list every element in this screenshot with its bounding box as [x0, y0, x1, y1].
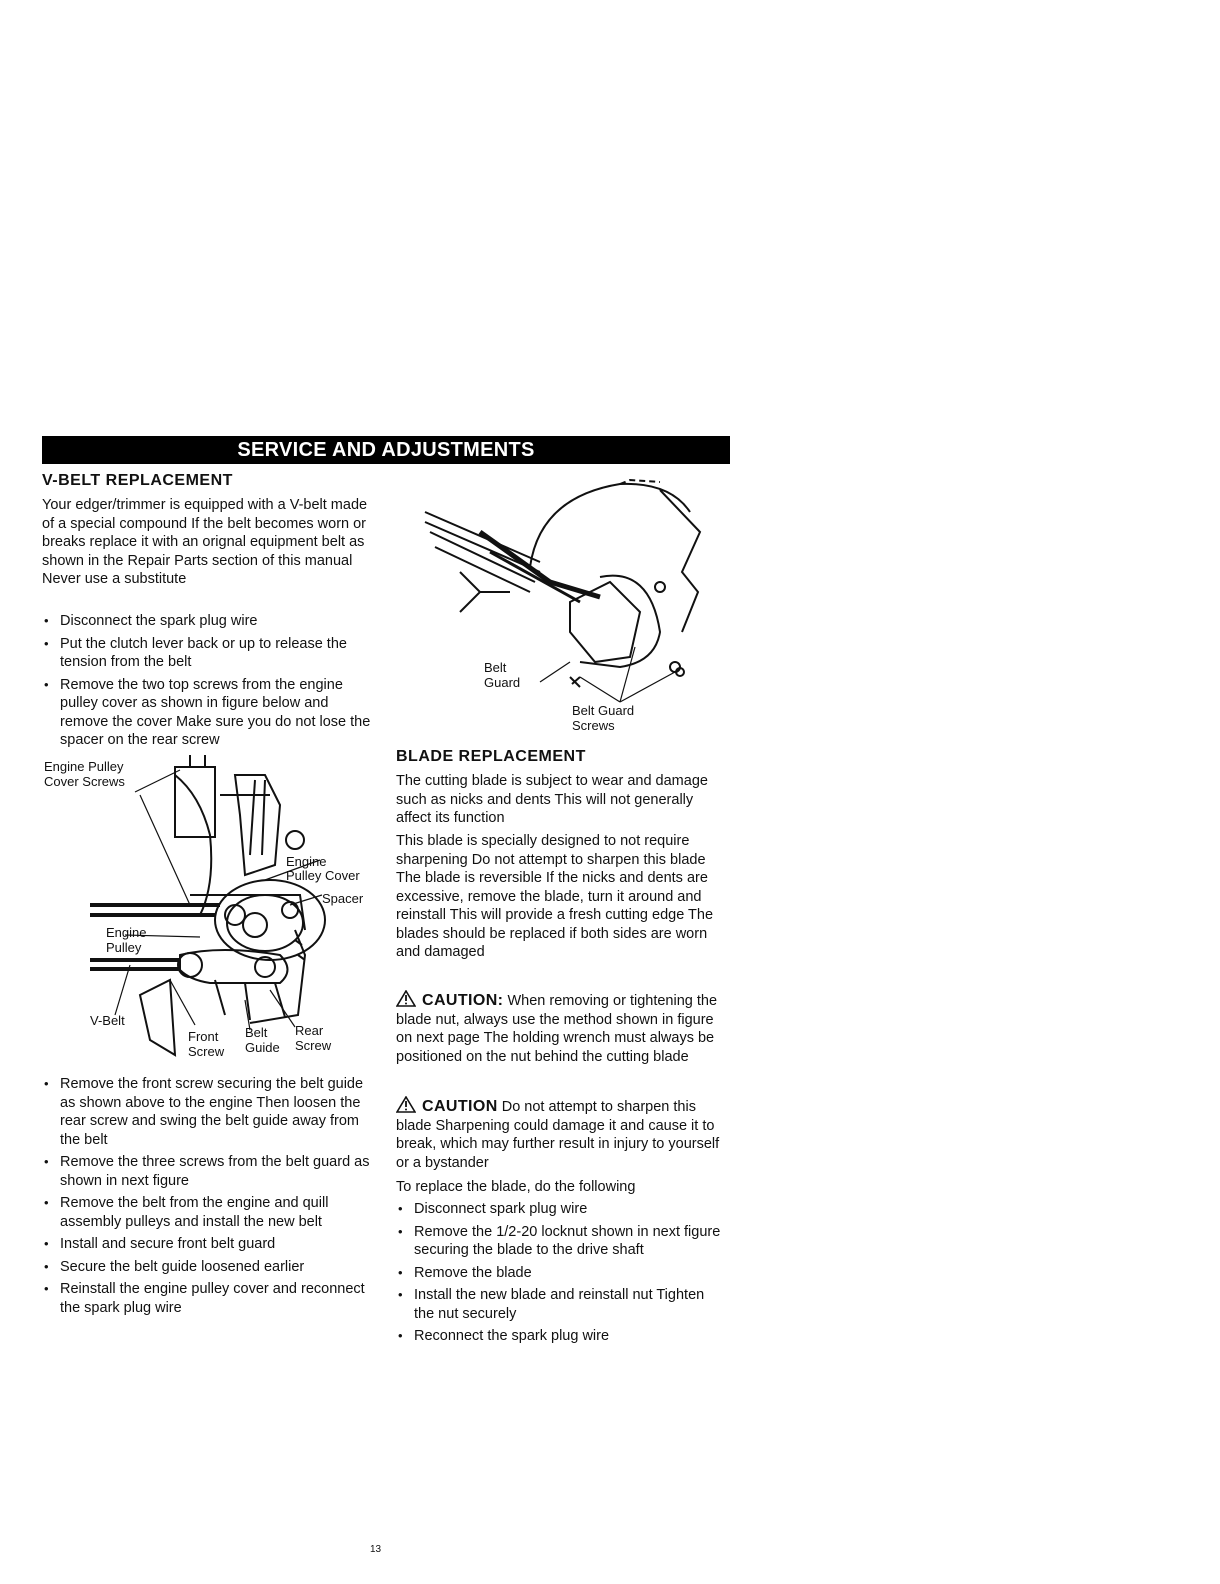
list-item: • Remove the two top screws from the engine pulley cover as shown in figure below and remove the cover Make sure you do not lose the spacer on the rear screw: [42, 676, 372, 750]
label-rear-screw-2: Screw: [295, 1038, 332, 1053]
label-front-screw-1: Front: [188, 1029, 219, 1044]
blade-steps: [396, 1200, 728, 1350]
label-guard-screws-1: Belt Guard: [572, 703, 635, 718]
blade-heading: BLADE REPLACEMENT: [396, 748, 586, 765]
list-item: • Remove the 1/2-20 locknut shown in next figure securing the blade to the drive shaft: [396, 1223, 728, 1260]
label-belt-guard-2: Guard: [484, 675, 521, 690]
caution-2-title: CAUTION: [422, 1098, 498, 1115]
page-number: 13: [370, 1544, 382, 1555]
list-item: • Remove the front screw securing the belt guide as shown above to the engine Then loosen the rear screw and swing the belt guide away from the belt: [42, 1075, 374, 1149]
caution-1-title: CAUTION:: [422, 992, 504, 1009]
warning-icon: [396, 990, 416, 1007]
warning-icon: [396, 1096, 416, 1113]
label-guard-screws-2: Screws: [572, 718, 615, 733]
caution-1: [396, 990, 728, 1066]
belt-guard-figure: [420, 472, 720, 742]
list-item: • Disconnect spark plug wire: [396, 1200, 728, 1219]
engine-pulley-drawing: [90, 755, 325, 1055]
caution-2-text: Do not attempt to sharpen this blade Sharpening could damage it and cause it to break, which may further result in injury to yourself or a bystander: [396, 1099, 720, 1171]
section-banner: SERVICE AND ADJUSTMENTS: [42, 436, 730, 464]
list-item: • Install the new blade and reinstall nut Tighten the nut securely: [396, 1286, 728, 1323]
label-engine-pulley-cover-screws-1: Engine Pulley: [44, 759, 124, 774]
list-item: • Reconnect the spark plug wire: [396, 1327, 728, 1346]
vbelt-heading: V-BELT REPLACEMENT: [42, 472, 233, 489]
label-engine-pulley-cover-screws-2: Cover Screws: [44, 774, 125, 789]
belt-guard-drawing: [425, 480, 700, 687]
list-item: • Install and secure front belt guard: [42, 1235, 374, 1254]
list-item: • Disconnect the spark plug wire: [42, 612, 372, 631]
list-item: • Reinstall the engine pulley cover and reconnect the spark plug wire: [42, 1280, 374, 1317]
label-front-screw-2: Screw: [188, 1044, 225, 1059]
engine-pulley-figure: [40, 755, 380, 1065]
label-engine-pulley-1: Engine: [106, 925, 147, 940]
blade-para-2: This blade is specially designed to not require sharpening Do not attempt to sharpen this blade The blade is reversible If the nicks and dents are excessive, remove the blade, turn it around and reinstall This will provide a fresh cutting edge The blades should be replaced if both sides are worn and damaged: [396, 833, 714, 960]
label-belt-guard-1: Belt: [484, 660, 507, 675]
label-engine-pulley-2: Pulley: [106, 940, 142, 955]
caution-1-text: When removing or tightening the blade nut, always use the method shown in figure on next page The holding wrench must always be positioned on the nut behind the cutting blade: [396, 993, 718, 1065]
label-engine-pulley-cover-1: Engine: [286, 854, 327, 869]
list-item: • Remove the three screws from the belt guard as shown in next figure: [42, 1153, 374, 1190]
list-item: • Remove the belt from the engine and quill assembly pulleys and install the new belt: [42, 1194, 374, 1231]
vbelt-intro: Your edger/trimmer is equipped with a V-belt made of a special compound If the belt becomes worn or breaks replace it with an orignal equipment belt as shown in the Repair Parts section of this manual Never use a substitute: [42, 497, 368, 587]
blade-para-1: The cutting blade is subject to wear and damage such as nicks and dents This will not generally affect its function: [396, 773, 708, 826]
label-belt-guide-2: Guide: [245, 1040, 280, 1055]
label-v-belt: V-Belt: [90, 1013, 125, 1028]
list-item: • Remove the blade: [396, 1264, 728, 1283]
vbelt-steps-bottom: [42, 1075, 374, 1321]
label-spacer: Spacer: [322, 891, 364, 906]
caution-2: [396, 1096, 728, 1172]
replace-intro: To replace the blade, do the following: [396, 1179, 636, 1195]
label-rear-screw-1: Rear: [295, 1023, 324, 1038]
list-item: • Put the clutch lever back or up to release the tension from the belt: [42, 635, 372, 672]
label-belt-guide-1: Belt: [245, 1025, 268, 1040]
vbelt-steps-top: [42, 612, 372, 754]
list-item: • Secure the belt guide loosened earlier: [42, 1258, 374, 1277]
label-engine-pulley-cover-2: Pulley Cover: [286, 868, 360, 883]
